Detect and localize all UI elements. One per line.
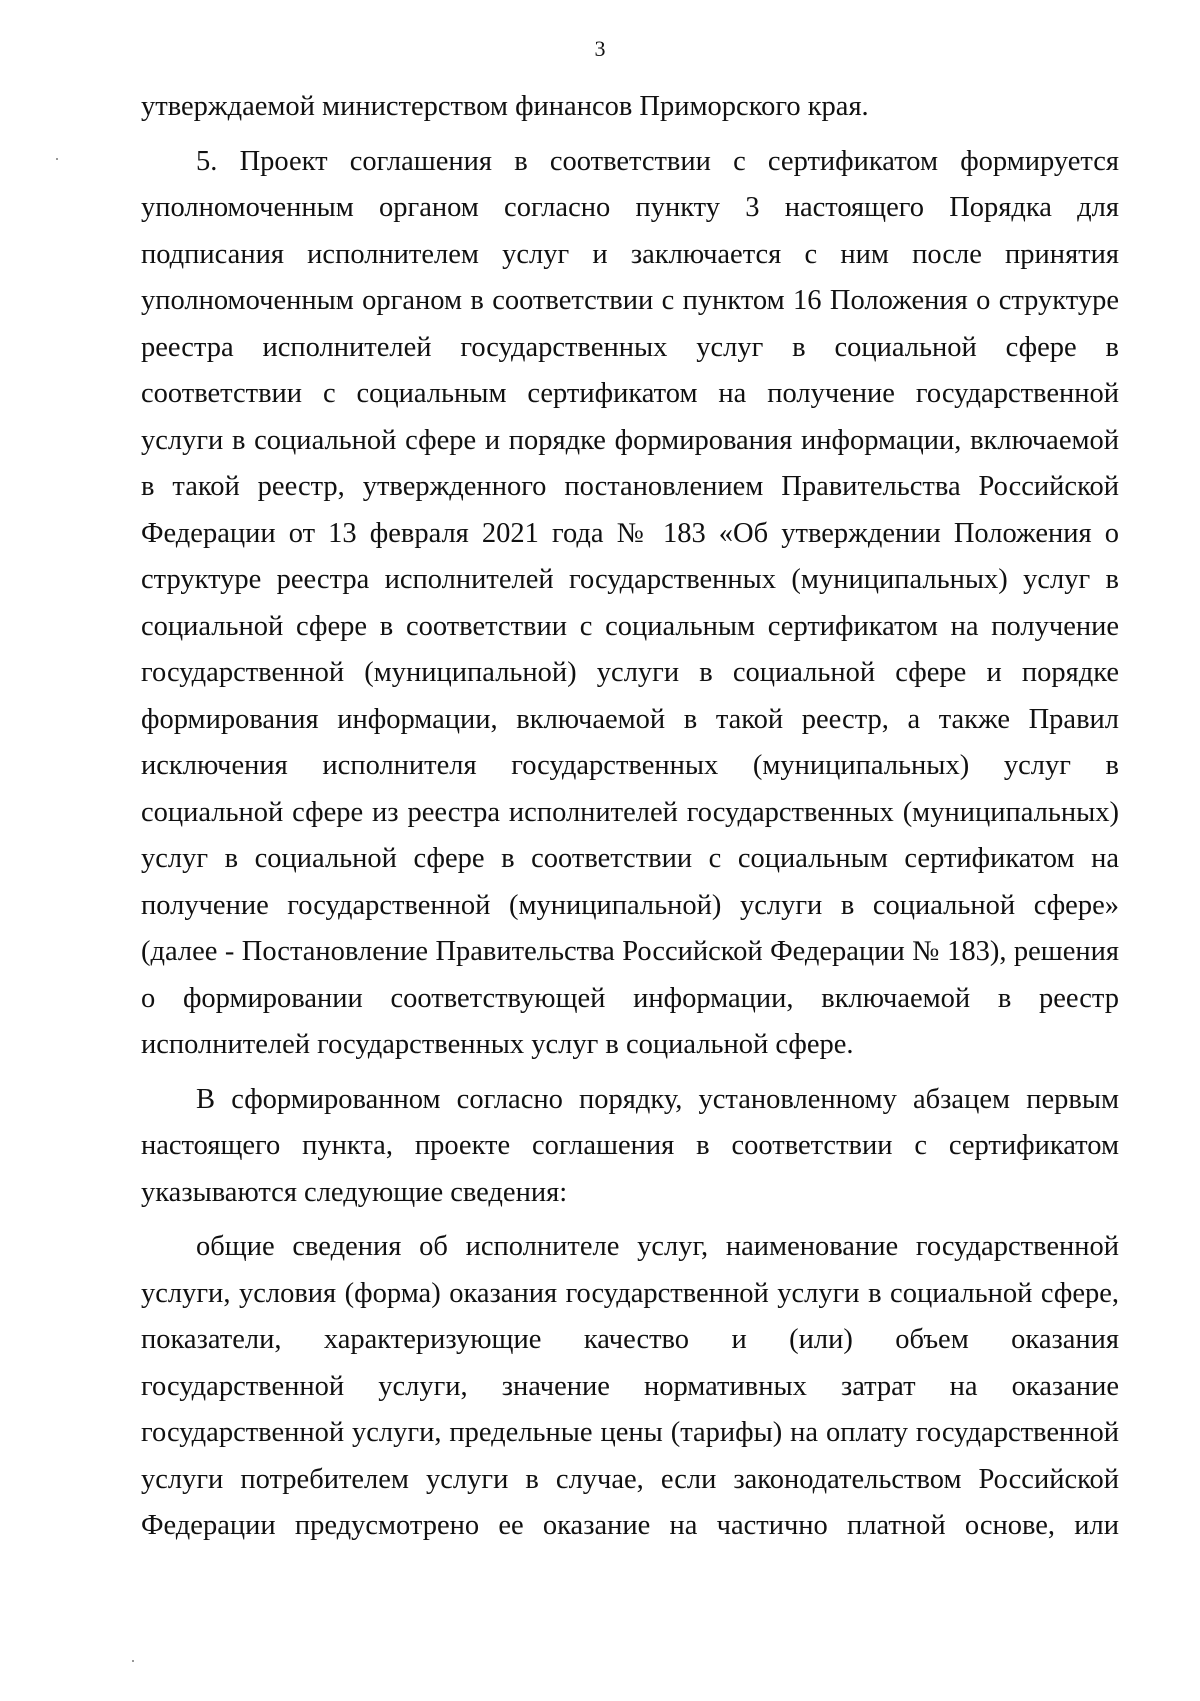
text-line: в такой реестр, утвержденного постановлением Правительства Российской — [141, 471, 1119, 502]
document-body — [141, 84, 1119, 1550]
paragraph — [141, 1224, 1119, 1550]
text-line: услуги в социальной сфере и порядке формирования информации, включаемой — [141, 424, 1119, 456]
text-line: В сформированном согласно порядку, установленному абзацем первым — [196, 1083, 1119, 1115]
text-line: формирования информации, включаемой в такой реестр, а также Правил — [141, 703, 1119, 735]
text-line: (далее - Постановление Правительства Российской Федерации № 183), решения — [141, 936, 1119, 967]
text-line: государственной услуги, значение нормативных затрат на оказание — [141, 1370, 1119, 1402]
paragraph — [141, 1077, 1119, 1217]
page-number: 3 — [594, 36, 606, 61]
text-line: услуги потребителем услуги в случае, если законодательством Российской — [141, 1463, 1119, 1495]
paragraph — [141, 84, 1119, 131]
text-line: о формировании соответствующей информации, включаемой в реестр — [141, 982, 1119, 1014]
text-line: подписания исполнителем услуг и заключается с ним после принятия — [141, 238, 1119, 270]
text-line: Федерации от 13 февраля 2021 года № 183 «Об утверждении Положения о — [141, 517, 1119, 549]
text-line: услуги, условия (форма) оказания государственной услуги в социальной сфере, — [141, 1277, 1119, 1309]
text-line: реестра исполнителей государственных услуг в социальной сфере в — [141, 331, 1119, 363]
text-line: социальной сфере в соответствии с социальным сертификатом на получение — [141, 610, 1119, 642]
text-line: уполномоченным органом согласно пункту 3 настоящего Порядка для — [141, 192, 1119, 223]
text-line: исключения исполнителя государственных (муниципальных) услуг в — [141, 750, 1119, 781]
paragraph — [141, 139, 1119, 1069]
text-line: государственной услуги, предельные цены (тарифы) на оплату государственной — [141, 1417, 1119, 1448]
scan-speck — [56, 158, 58, 160]
scan-speck — [132, 1660, 134, 1662]
text-line: настоящего пункта, проекте соглашения в соответствии с сертификатом — [141, 1130, 1119, 1161]
text-line: социальной сфере из реестра исполнителей государственных (муниципальных) — [141, 796, 1119, 828]
text-line: уполномоченным органом в соответствии с пунктом 16 Положения о структуре — [141, 285, 1119, 316]
text-line: структуре реестра исполнителей государственных (муниципальных) услуг в — [141, 564, 1119, 595]
text-line: утверждаемой министерством финансов Приморского края. — [141, 91, 869, 122]
text-line: соответствии с социальным сертификатом на получение государственной — [141, 378, 1119, 409]
text-line: исполнителей государственных услуг в социальной сфере. — [141, 1029, 854, 1060]
text-line: указываются следующие сведения: — [141, 1176, 568, 1208]
text-line: услуг в социальной сфере в соответствии с социальным сертификатом на — [141, 843, 1119, 874]
text-line: получение государственной (муниципальной) услуги в социальной сфере» — [141, 889, 1119, 921]
text-line: государственной (муниципальной) услуги в социальной сфере и порядке — [141, 657, 1119, 688]
text-line: общие сведения об исполнителе услуг, наименование государственной — [196, 1231, 1119, 1262]
text-line: показатели, характеризующие качество и (или) объем оказания — [141, 1324, 1119, 1355]
text-line: Федерации предусмотрено ее оказание на частично платной основе, или — [141, 1510, 1119, 1541]
text-line: 5. Проект соглашения в соответствии с сертификатом формируется — [196, 145, 1119, 177]
